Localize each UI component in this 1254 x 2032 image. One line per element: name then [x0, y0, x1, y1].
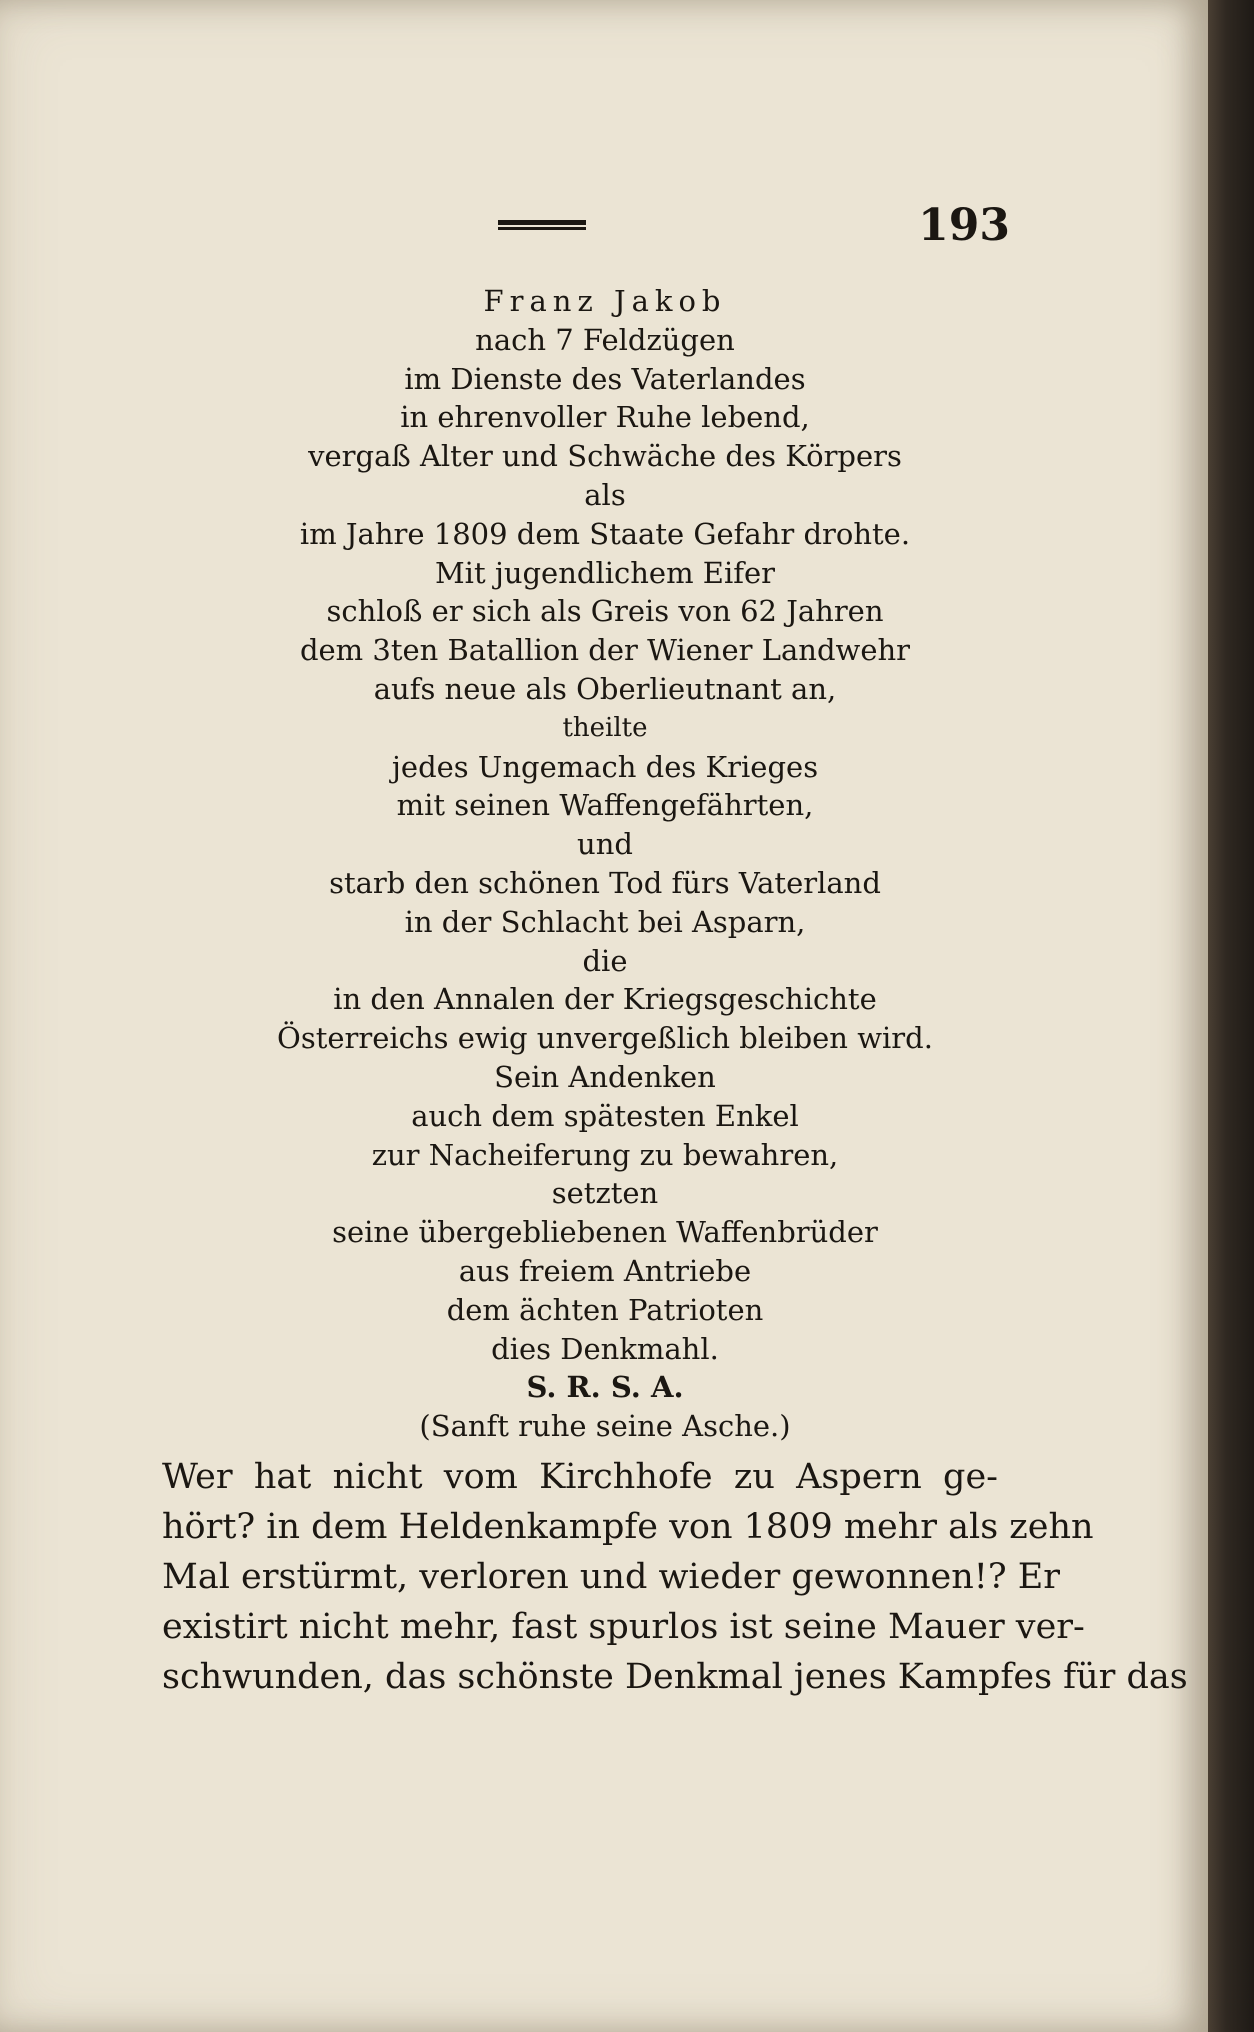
inscription-line: Österreichs ewig unvergeßlich bleiben wird.	[277, 1021, 933, 1056]
inscription-line: im Dienste des Vaterlandes	[404, 361, 806, 396]
inscription-line: dies Denkmahl.	[491, 1331, 719, 1366]
body-text	[162, 1452, 1188, 1702]
body-line: hört? in dem Heldenkampfe von 1809 mehr als zehn	[162, 1507, 1094, 1547]
body-line: Mal erstürmt, verloren und wieder gewonnen!? Er	[162, 1557, 1061, 1597]
inscription-line: schloß er sich als Greis von 62 Jahren	[326, 594, 884, 629]
body-line: schwunden, das schönste Denkmal jenes Kampfes für das	[162, 1657, 1188, 1697]
inscription-line: theilte	[562, 712, 648, 743]
inscription-line: dem 3ten Batallion der Wiener Landwehr	[299, 633, 911, 668]
inscription-line: auch dem spätesten Enkel	[411, 1098, 799, 1133]
inscription-line: in den Annalen der Kriegsgeschichte	[333, 982, 877, 1017]
inscription-line: S. R. S. A.	[526, 1370, 684, 1405]
body-line: Wer hat nicht vom Kirchhofe zu Aspern ge-	[162, 1457, 998, 1497]
page-number: 193	[918, 200, 1010, 251]
inscription-line: in der Schlacht bei Asparn,	[404, 904, 806, 939]
inscription-line: zur Nacheiferung zu bewahren,	[371, 1137, 839, 1172]
inscription-line: dem ächten Patrioten	[446, 1292, 764, 1327]
inscription-line: als	[584, 477, 626, 512]
body-line: existirt nicht mehr, fast spurlos ist seine Mauer ver-	[162, 1607, 1085, 1647]
inscription-line: vergaß Alter und Schwäche des Körpers	[308, 439, 902, 474]
inscription-line: jedes Ungemach des Krieges	[391, 749, 819, 784]
inscription-line: die	[582, 943, 628, 978]
book-edge	[1208, 0, 1254, 2032]
inscription-line: Franz Jakob	[483, 284, 727, 318]
inscription-line: in ehrenvoller Ruhe lebend,	[400, 400, 810, 435]
inscription-line: und	[577, 827, 633, 862]
inscription-line: Sein Andenken	[494, 1059, 716, 1094]
inscription-line: setzten	[551, 1176, 659, 1211]
header-rule	[498, 220, 586, 230]
inscription-line: aus freiem Antriebe	[458, 1253, 752, 1288]
inscription-line: aufs neue als Oberlieutnant an,	[373, 671, 837, 706]
inscription-line: (Sanft ruhe seine Asche.)	[419, 1409, 791, 1444]
inscription-line: Mit jugendlichem Eifer	[434, 555, 776, 590]
inscription-line: nach 7 Feldzügen	[475, 322, 735, 357]
inscription-line: seine übergebliebenen Waffenbrüder	[332, 1215, 878, 1250]
inscription-line: starb den schönen Tod fürs Vaterland	[329, 865, 881, 900]
inscription-line: mit seinen Waffengefährten,	[396, 788, 814, 823]
inscription-line: im Jahre 1809 dem Staate Gefahr drohte.	[299, 516, 911, 551]
memorial-inscription	[160, 282, 1050, 1446]
